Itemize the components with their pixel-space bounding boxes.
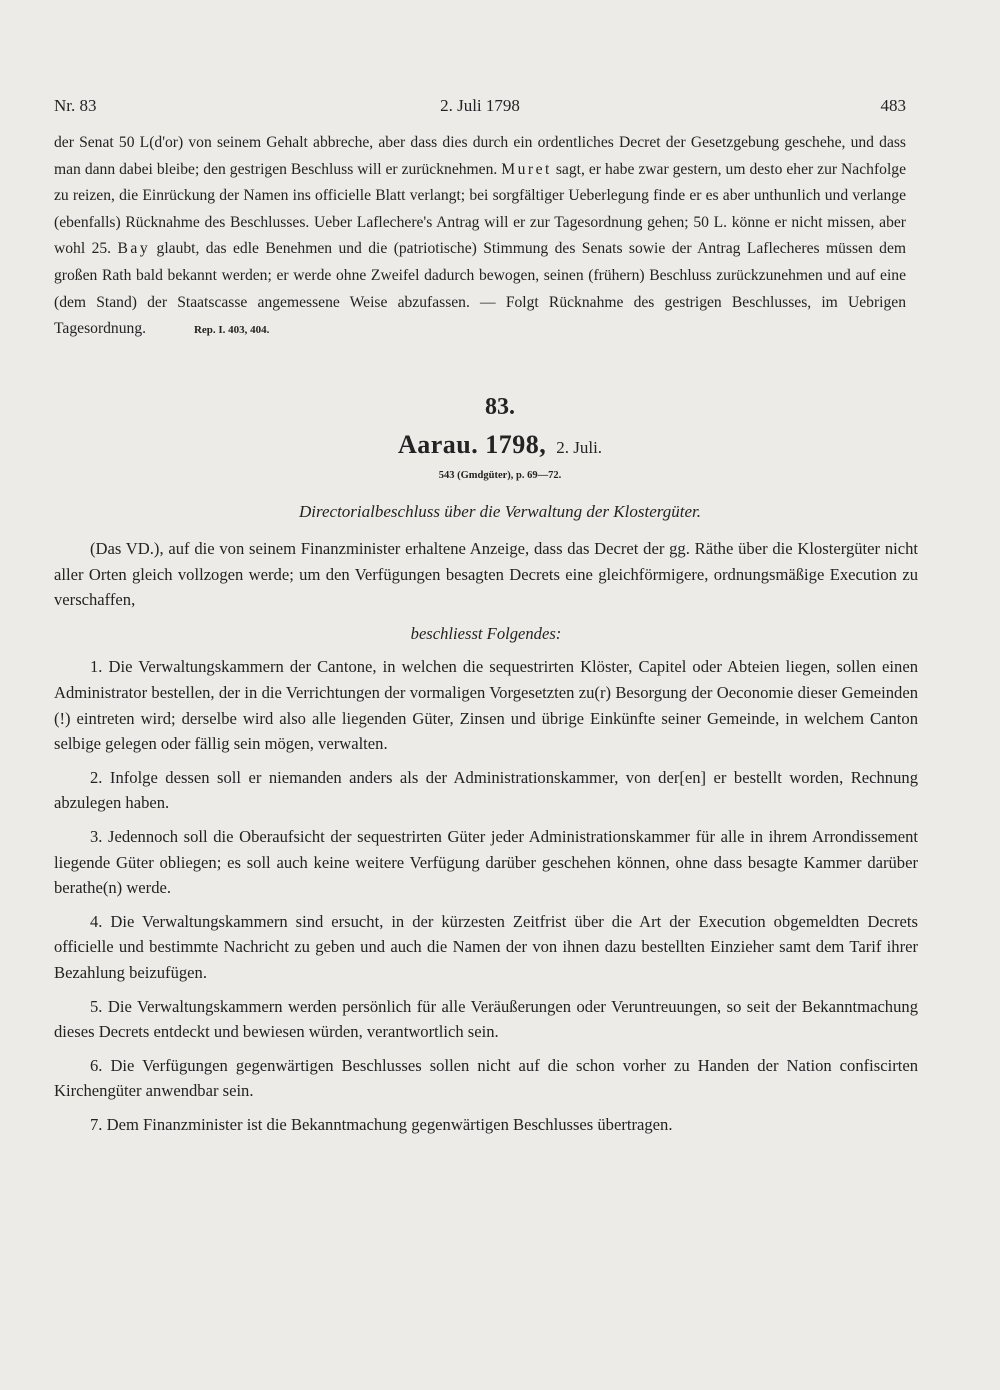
continuation-text-2: sagt, er habe zwar gestern, um desto eher zur Nachfolge zu reizen, die Einrückung der Namen ins officielle Blatt verlangt; bei sorgfältiger Ueberlegung finde er es aber unthunlich und verlange (ebenfalls) Rücknahme des Beschlusses. Ueber Laflechere's Antrag will er zur Tagesordnung gehen; 50 L. könne er nicht missen, aber wohl 25.	[54, 160, 906, 258]
document-place-year: Aarau. 1798,	[397, 430, 547, 459]
document-title: Directorialbeschluss über die Verwaltung der Klostergüter.	[299, 502, 701, 521]
article-3: 3. Jedennoch soll die Oberaufsicht der sequestrirten Güter jeder Administrationskammer für alle in ihrem Arrondissement liegende Güter obliegen; es soll auch keine weitere Verfügung darüber geschehen können, ohne dass besagte Kammer darüber berathe(n) werde.	[54, 826, 918, 898]
previous-document-continuation	[54, 130, 906, 344]
article-2: 2. Infolge dessen soll er niemanden anders als der Administrationskammer, von der[en] er bestellt worden, Rechnung abzulegen haben.	[54, 767, 918, 813]
article-1: 1. Die Verwaltungskammern der Cantone, in welchen die sequestrirten Klöster, Capitel oder Abteien liegen, sollen einen Administrator bestellen, der in die Verrichtungen der vormaligen Vorgesetzten zu(r) Besorgung der Oeconomie dieser Gemeinden (!) eintreten wird; derselbe wird also alle liegenden Güter, Zinsen und übrige Einkünfte seiner Gemeinde, in welchem Canton selbige gelegen oder fällig sein mögen, verwalten.	[54, 657, 918, 754]
document-number: 83.	[485, 394, 515, 420]
document-source: 543 (Gmdgüter), p. 69—72.	[438, 470, 562, 481]
continuation-text-1: der Senat 50 L(d'or) von seinem Gehalt abbreche, aber dass dies durch ein ordentliches Decret der Gesetzgebung geschehe, und dass man dann dabei bleibe; den gestrigen Beschluss will er zurücknehmen.	[54, 134, 906, 178]
header-date: 2. Juli 1798	[440, 96, 520, 115]
speaker-name-muret: Muret	[501, 160, 552, 178]
running-header	[54, 96, 906, 120]
intro-paragraph: (Das VD.), auf die von seinem Finanzminister erhaltene Anzeige, dass das Decret der gg. Räthe über die Klostergüter nicht aller Orten gleich vollzogen werde; um den Verfügungen besagten Decrets eine gleichförmigere, ordnungsmäßige Execution zu verschaffen,	[54, 539, 918, 610]
article-5: 5. Die Verwaltungskammern werden persönlich für alle Veräußerungen oder Veruntreuungen, so seit der Bekanntmachung dieses Decrets entdeckt und bewiesen würden, verantwortlich sein.	[54, 996, 918, 1042]
document-date: 2. Juli.	[556, 438, 603, 457]
continuation-text-3: glaubt, das edle Benehmen und die (patriotische) Stimmung des Senats sowie der Antrag Laflecheres müssen dem großen Rath bald bekannt werden; er werde ohne Zweifel dadurch bewogen, seinen (frühern) Beschluss zurückzunehmen und auf eine (dem Stand) der Staatscasse angemessene Weise abzufassen. — Folgt Rücknahme des gestrigen Beschlusses, im Uebrigen Tagesordnung.	[54, 240, 906, 338]
article-6: 6. Die Verfügungen gegenwärtigen Beschlusses sollen nicht auf die schon vorher zu Handen der Nation confiscirten Kirchengüter anwendbar sein.	[54, 1055, 918, 1101]
document-body	[54, 536, 918, 1145]
page-number: 483	[880, 96, 906, 115]
header-document-number: Nr. 83	[54, 96, 97, 115]
article-4: 4. Die Verwaltungskammern sind ersucht, in der kürzesten Zeitfrist über die Art der Execution obgemeldten Decrets officielle und bestimmte Nachricht zu geben und auch die Namen der von ihnen dazu bestellten Einzieher samt dem Tarif ihrer Bezahlung beizufügen.	[54, 911, 918, 982]
resolution-heading: beschliesst Folgendes:	[410, 623, 562, 643]
speaker-name-bay: Bay	[117, 240, 151, 258]
repertory-reference: Rep. I. 403, 404.	[193, 324, 270, 337]
document-place-date	[0, 430, 1000, 460]
article-7: 7. Dem Finanzminister ist die Bekanntmachung gegenwärtigen Beschlusses übertragen.	[90, 1114, 673, 1134]
